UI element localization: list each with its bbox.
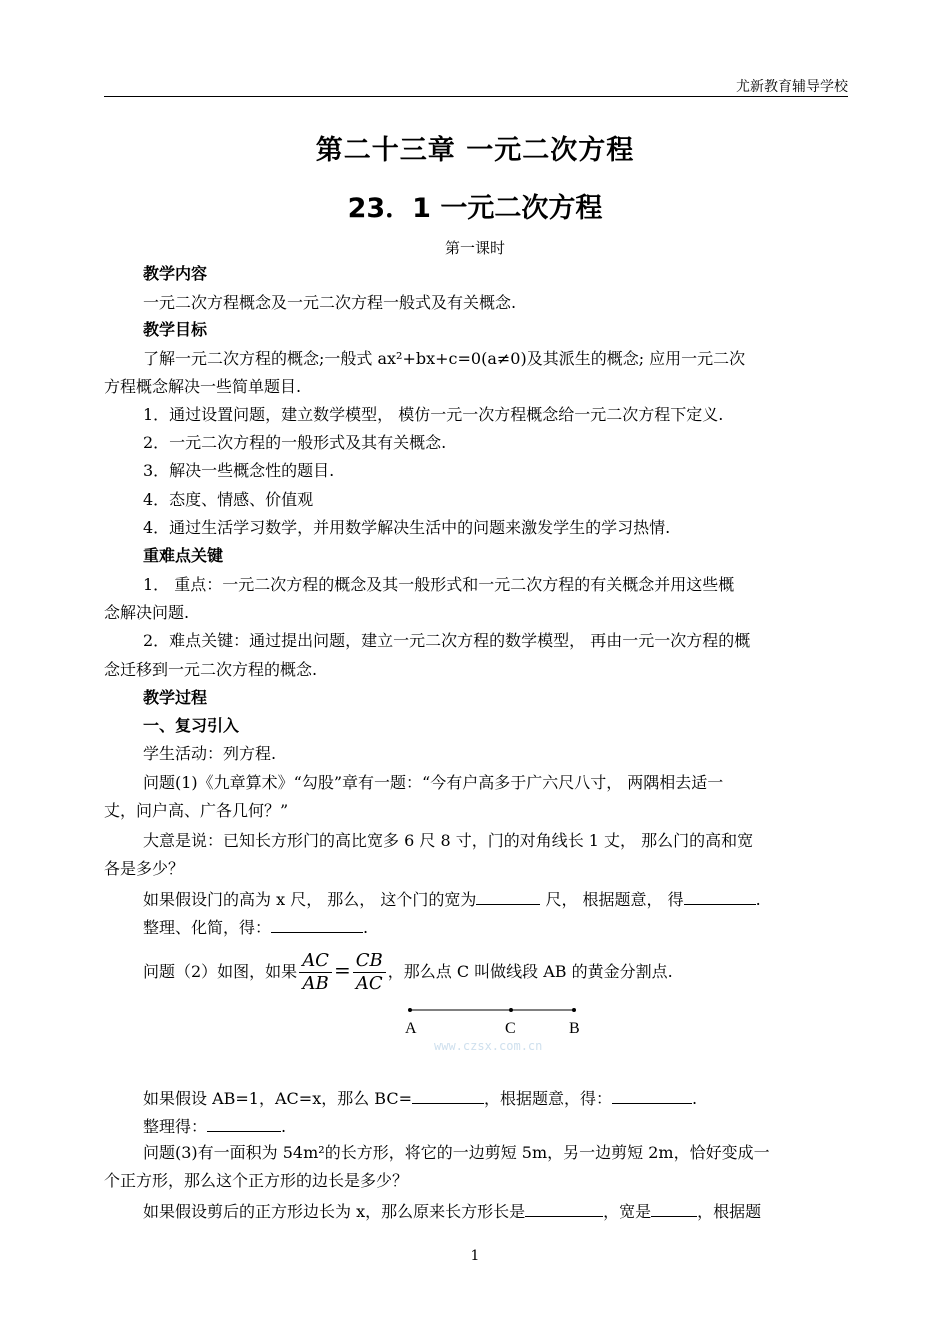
key-point-2-line2: 念迁移到一元二次方程的概念. — [104, 660, 318, 679]
assume-golden-line: 如果假设 AB=1，AC=x，那么 BC= ，根据题意，得： . — [143, 1089, 698, 1108]
assume-door-line: 如果假设门的高为 x 尺， 那么， 这个门的宽为 尺， 根据题意， 得 . — [143, 890, 761, 909]
key-point-1-line2: 念解决问题. — [104, 603, 190, 622]
meaning-line2: 各是多少？ — [104, 859, 185, 878]
goal-item-2: 2．一元二次方程的一般形式及其有关概念. — [143, 433, 447, 452]
point-a — [408, 1008, 412, 1012]
answer-blank[interactable] — [651, 1200, 697, 1217]
student-activity: 学生活动：列方程. — [143, 744, 277, 763]
ratio-ac-ab: $\frac{AC}{AB}$ — [299, 950, 332, 995]
question-1-line2: 丈，问户高、广各几何？” — [104, 801, 289, 820]
process-heading: 教学过程 — [143, 688, 208, 707]
question-2-line: 问题（2）如图，如果 $\frac{AC}{AB}$ = $\frac{CB}{AC}$ ，那么点 C 叫做线段 AB 的黄金分割点. — [143, 950, 673, 994]
label-b: B — [569, 1020, 580, 1037]
chapter-title: 第二十三章 一元二次方程 — [315, 135, 635, 166]
page-header — [104, 76, 848, 97]
watermark: www.czsx.com.cn — [434, 1039, 543, 1053]
golden-section-segment — [400, 1003, 590, 1043]
review-heading: 一、复习引入 — [143, 716, 240, 735]
section-title: 23．1 一元二次方程 — [347, 193, 603, 224]
answer-blank[interactable] — [271, 916, 363, 933]
label-c: C — [505, 1020, 516, 1037]
answer-blank[interactable] — [684, 888, 756, 905]
lesson-subtitle: 第一课时 — [444, 239, 505, 257]
key-heading: 重难点关键 — [143, 546, 224, 565]
answer-blank[interactable] — [476, 888, 540, 905]
goal-item-4: 4．态度、情感、价值观 — [143, 490, 314, 509]
simplify-line: 整理、化简，得： . — [143, 918, 369, 937]
answer-blank[interactable] — [207, 1115, 281, 1132]
goals-intro-line2: 方程概念解决一些简单题目. — [104, 377, 302, 396]
key-point-2-line1: 2．难点关键：通过提出问题，建立一元二次方程的数学模型， 再由一元一次方程的概 — [143, 631, 751, 650]
goals-intro-line1: 了解一元二次方程的概念;一般式 ax²+bx+c=0(a≠0)及其派生的概念; 应用一元二次 — [143, 349, 746, 368]
label-a: A — [405, 1020, 417, 1037]
content-text: 一元二次方程概念及一元二次方程一般式及有关概念. — [143, 293, 517, 312]
question-1-line1: 问题(1)《九章算术》“勾股”章有一题：“今有户高多于广六尺八寸， 两隅相去适一 — [143, 773, 724, 792]
goal-item-5: 4．通过生活学习数学，并用数学解决生活中的问题来激发学生的学习热情. — [143, 518, 671, 537]
goal-item-3: 3．解决一些概念性的题目. — [143, 461, 335, 480]
point-b — [572, 1008, 576, 1012]
goals-heading: 教学目标 — [143, 320, 208, 339]
meaning-line1: 大意是说：已知长方形门的高比宽多 6 尺 8 寸，门的对角线长 1 丈， 那么门的高和宽 — [143, 831, 754, 850]
arrange-line: 整理得： . — [143, 1117, 287, 1136]
answer-blank[interactable] — [525, 1200, 603, 1217]
question-3-line1: 问题(3)有一面积为 54m²的长方形，将它的一边剪短 5m，另一边剪短 2m，恰好变成一 — [143, 1143, 770, 1162]
key-point-1-line1: 1． 重点：一元二次方程的概念及其一般形式和一元二次方程的有关概念并用这些概 — [143, 575, 735, 594]
answer-blank[interactable] — [412, 1087, 484, 1104]
question-3-line2: 个正方形，那么这个正方形的边长是多少？ — [104, 1171, 409, 1190]
assume-square-line: 如果假设剪后的正方形边长为 x，那么原来长方形长是 ，宽是 ，根据题 — [143, 1202, 762, 1221]
page-number: 1 — [470, 1248, 480, 1264]
point-c — [509, 1008, 513, 1012]
school-name: 尤新教育辅导学校 — [736, 79, 848, 95]
content-heading: 教学内容 — [143, 264, 208, 283]
ratio-cb-ac: $\frac{CB}{AC}$ — [353, 950, 386, 995]
goal-item-1: 1．通过设置问题，建立数学模型， 模仿一元一次方程概念给一元二次方程下定义. — [143, 405, 724, 424]
answer-blank[interactable] — [612, 1087, 692, 1104]
